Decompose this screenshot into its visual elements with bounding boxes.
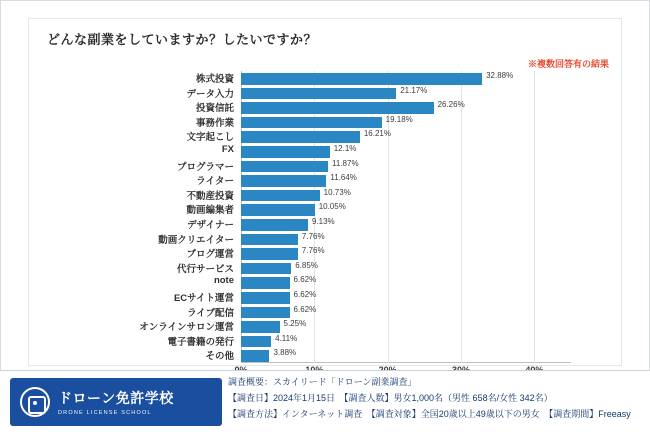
bar-value-label: 5.25% bbox=[283, 319, 307, 329]
logo-text bbox=[58, 388, 174, 416]
bar bbox=[241, 73, 482, 85]
bar-value-label: 4.11% bbox=[275, 333, 298, 343]
bar-row bbox=[186, 187, 571, 203]
bar-row bbox=[139, 319, 571, 334]
bar bbox=[241, 234, 298, 246]
bar-row bbox=[186, 246, 571, 261]
bar bbox=[241, 146, 330, 158]
bar bbox=[241, 88, 396, 100]
brand-logo bbox=[10, 378, 222, 426]
category-label: ライター bbox=[196, 176, 234, 188]
category-label: 株式投資 bbox=[195, 74, 234, 85]
bar bbox=[241, 263, 291, 275]
category-label: ECサイト運営 bbox=[173, 293, 234, 304]
bar-value-label: 10.73% bbox=[323, 187, 351, 197]
bar-row bbox=[176, 158, 571, 174]
category-label: データ入力 bbox=[186, 88, 234, 100]
bar-value-label: 6.62% bbox=[293, 275, 317, 285]
bar-value-label: 3.88% bbox=[273, 348, 297, 358]
bar-value-label: 6.85% bbox=[295, 260, 318, 270]
category-label: ブログ運営 bbox=[186, 249, 234, 261]
bar bbox=[241, 175, 326, 187]
survey-line-3: 【調査方法】インターネット調査 【調査対象】全国20歳以上49歳以下の男女 【調査期間】Freeasy bbox=[228, 409, 631, 419]
survey-summary bbox=[228, 374, 642, 422]
bar-value-label: 16.21% bbox=[363, 129, 391, 139]
bar bbox=[241, 350, 269, 362]
category-label: オンラインサロン運営 bbox=[139, 322, 234, 334]
survey-line-2: 【調査日】2024年1月15日 【調査人数】男女1,000名（男性 658名/女性 342名） bbox=[228, 393, 553, 403]
category-label: note bbox=[213, 275, 234, 287]
bar-row bbox=[213, 275, 571, 290]
bar bbox=[241, 248, 298, 260]
category-label: デザイナー bbox=[187, 220, 234, 231]
bar-row bbox=[186, 129, 571, 144]
bar-row bbox=[173, 290, 571, 305]
category-label: 事務作業 bbox=[195, 117, 234, 129]
bar bbox=[241, 277, 290, 289]
category-label: その他 bbox=[205, 351, 234, 363]
category-label: 動画編集者 bbox=[186, 205, 234, 217]
bar-value-label: 7.76% bbox=[301, 246, 325, 256]
chart-card bbox=[28, 18, 622, 366]
footer-divider bbox=[0, 370, 650, 371]
survey-line-1: 調査概要：スカイリード「ドローン副業調査」 bbox=[228, 377, 417, 387]
bar-value-label: 26.26% bbox=[437, 100, 465, 110]
bar-row bbox=[167, 333, 571, 349]
category-label: 電子書籍の発行 bbox=[167, 336, 234, 348]
bar-row bbox=[187, 217, 571, 232]
bar-row bbox=[195, 114, 571, 130]
bar-row bbox=[221, 144, 571, 159]
bar bbox=[241, 190, 320, 202]
bar-row bbox=[186, 202, 571, 217]
bar-row bbox=[186, 85, 571, 101]
bar-value-label: 12.1% bbox=[333, 144, 357, 153]
logo-subtitle: DRONE LICENSE SCHOOL bbox=[58, 410, 152, 416]
bar-value-label: 6.62% bbox=[293, 290, 317, 299]
bar-row bbox=[205, 348, 571, 363]
bar-value-label: 32.88% bbox=[486, 71, 514, 80]
bar bbox=[241, 321, 280, 333]
bar-value-label: 11.64% bbox=[330, 173, 357, 183]
footer bbox=[0, 370, 650, 434]
bar-value-label: 11.87% bbox=[332, 158, 359, 168]
plot-area bbox=[139, 71, 571, 363]
category-label: 不動産投資 bbox=[186, 190, 234, 202]
bar-value-label: 10.05% bbox=[318, 202, 346, 212]
bar bbox=[241, 219, 308, 231]
bar-row bbox=[176, 260, 571, 276]
chart-note: ※複数回答有の結果 bbox=[527, 59, 609, 69]
category-label: ライブ配信 bbox=[187, 307, 234, 319]
bar-value-label: 9.13% bbox=[311, 217, 335, 226]
bar-value-label: 21.17% bbox=[400, 85, 428, 95]
bar bbox=[241, 307, 290, 319]
drone-icon bbox=[20, 387, 50, 417]
bar-row bbox=[158, 231, 571, 247]
bar-row bbox=[187, 304, 571, 320]
bar bbox=[241, 292, 290, 304]
category-label: プログラマー bbox=[176, 161, 234, 173]
category-label: 文字起こし bbox=[186, 132, 234, 144]
bar-value-label: 19.18% bbox=[385, 114, 413, 124]
bar bbox=[241, 131, 360, 143]
bar-row bbox=[195, 71, 571, 86]
bar bbox=[241, 117, 382, 129]
bar bbox=[241, 102, 434, 114]
category-label: 投資信託 bbox=[195, 103, 234, 115]
bar-value-label: 7.76% bbox=[301, 231, 325, 241]
category-label: 動画クリエイター bbox=[158, 234, 234, 246]
page-title: どんな副業をしていますか？したいですか？ bbox=[47, 32, 318, 47]
bar bbox=[241, 336, 271, 348]
logo-title: ドローン免許学校 bbox=[58, 390, 174, 406]
category-label: FX bbox=[221, 144, 234, 155]
category-label: 代行サービス bbox=[176, 263, 234, 275]
bar-row bbox=[195, 100, 571, 115]
bar bbox=[241, 204, 315, 216]
bar bbox=[241, 161, 328, 173]
bar-row bbox=[196, 173, 571, 188]
bar-value-label: 6.62% bbox=[293, 304, 317, 314]
